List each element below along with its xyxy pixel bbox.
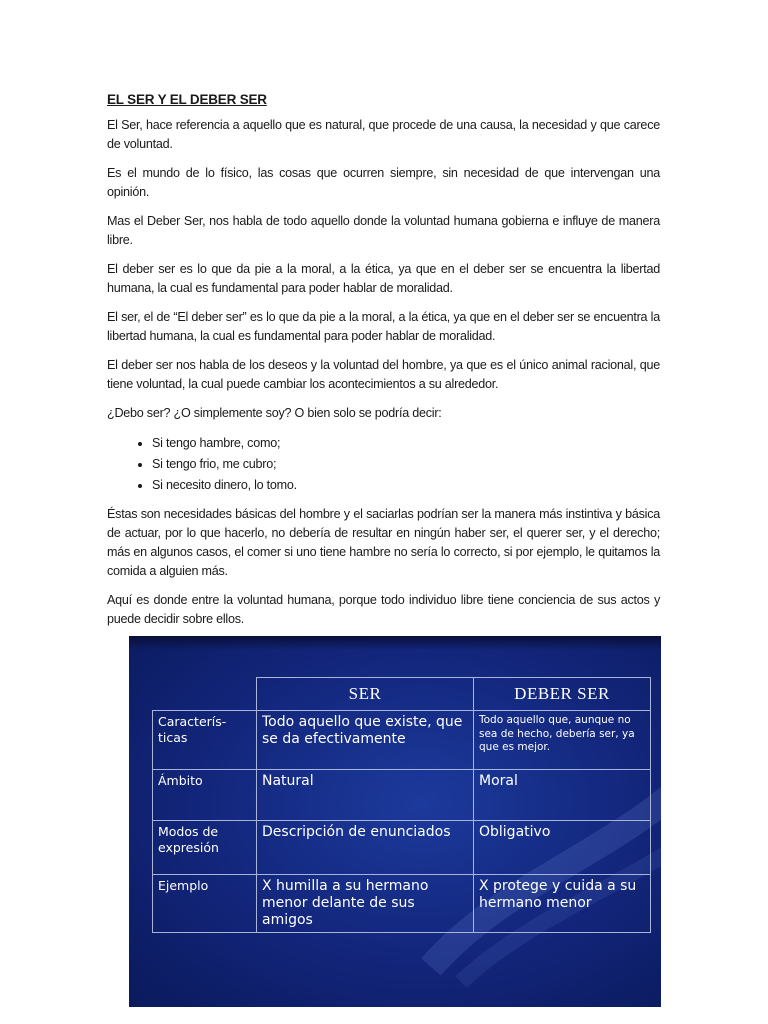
bullet-list <box>107 433 660 496</box>
row-label: Ámbito <box>153 770 257 821</box>
row-label: Modos de expresión <box>153 821 257 875</box>
header-deber-ser: DEBER SER <box>474 678 651 711</box>
paragraph: Es el mundo de lo físico, las cosas que ocurren siempre, sin necesidad de que intervengan una opinión. <box>107 166 660 199</box>
table-row <box>153 875 651 933</box>
embedded-slide <box>129 636 661 1007</box>
paragraph: El deber ser nos habla de los deseos y la voluntad del hombre, ya que es el único animal racional, que tiene voluntad, la cual puede cambiar los acontecimientos a su alrededor. <box>107 358 660 391</box>
paragraph: El ser, el de “El deber ser” es lo que da pie a la moral, a la ética, ya que en el deber ser se encuentra la libertad humana, la cual es fundamental para poder hablar de moralidad. <box>107 310 660 343</box>
paragraph: ¿Debo ser? ¿O simplemente soy? O bien solo se podría decir: <box>107 406 442 420</box>
table-row <box>153 821 651 875</box>
paragraph: Mas el Deber Ser, nos habla de todo aquello donde la voluntad humana gobierna e influye de manera libre. <box>107 214 660 247</box>
ser-cell: Natural <box>257 770 474 821</box>
list-item: • Si tengo hambre, como; <box>152 433 660 454</box>
slide-top-band <box>129 636 661 650</box>
list-item: • Si necesito dinero, lo tomo. <box>152 475 660 496</box>
deber-ser-cell: Moral <box>474 770 651 821</box>
deber-ser-cell: X protege y cuida a su hermano menor <box>474 875 651 933</box>
deber-ser-cell: Todo aquello que, aunque no sea de hecho, debería ser, ya que es mejor. <box>474 711 651 770</box>
list-item: • Si tengo frio, me cubro; <box>152 454 660 475</box>
table-corner-cell <box>153 678 257 711</box>
ser-cell: Descripción de enunciados <box>257 821 474 875</box>
table-row <box>153 711 651 770</box>
comparison-table <box>152 677 651 933</box>
paragraph: El Ser, hace referencia a aquello que es natural, que procede de una causa, la necesidad y que carece de voluntad. <box>107 118 660 151</box>
header-ser: SER <box>257 678 474 711</box>
paragraph: Aquí es donde entre la voluntad humana, porque todo individuo libre tiene conciencia de sus actos y puede decidir sobre ellos. <box>107 593 660 626</box>
table-row <box>153 770 651 821</box>
document-title: EL SER Y EL DEBER SER <box>107 92 267 107</box>
row-label: Caracterís- ticas <box>153 711 257 770</box>
ser-cell: Todo aquello que existe, que se da efectivamente <box>257 711 474 770</box>
ser-cell: X humilla a su hermano menor delante de sus amigos <box>257 875 474 933</box>
deber-ser-cell: Obligativo <box>474 821 651 875</box>
table-header-row <box>153 678 651 711</box>
document-body <box>107 92 660 639</box>
paragraph: El deber ser es lo que da pie a la moral, a la ética, ya que en el deber ser se encuentra la libertad humana, la cual es fundamental para poder hablar de moralidad. <box>107 262 660 295</box>
row-label: Ejemplo <box>153 875 257 933</box>
paragraph: Éstas son necesidades básicas del hombre y el saciarlas podrían ser la manera más instintiva y básica de actuar, por lo que hacerlo, no debería de resultar en ningún haber ser, el querer ser, y el derecho; más en algunos casos, el comer si uno tiene hambre no sería lo correcto, si por ejemplo, le quitamos la comida a alguien más. <box>107 507 660 578</box>
